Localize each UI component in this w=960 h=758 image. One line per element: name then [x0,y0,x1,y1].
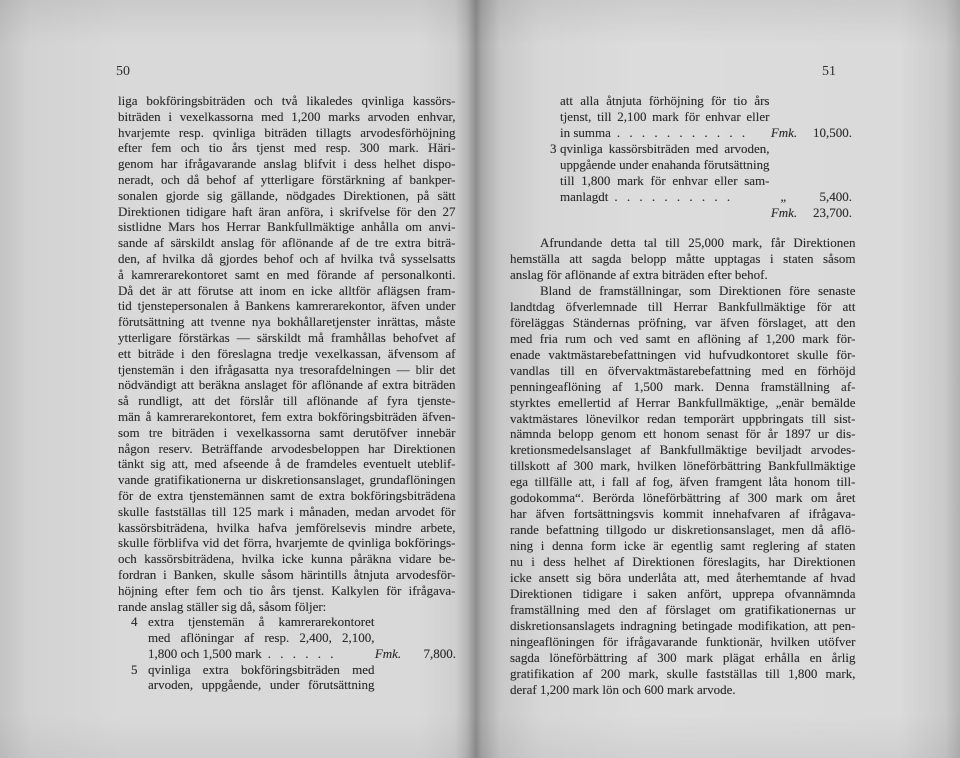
text-line [118,441,456,457]
line-text: sistlidne Mars hos Herrar Bankfullmäktige anhålla om anvi- [118,219,456,235]
line-text: den, af hvilka då gjordes behof och af hvilka två sysselsatts [118,250,456,266]
text-line [560,141,770,157]
text-line [510,283,856,299]
currency-symbol: Fmk. [770,204,798,220]
text-line [560,157,770,173]
text-line [510,618,856,634]
line-text: Afrundande detta tal till 25,000 mark, får Direktionen [540,235,856,251]
line-text: hemställa att sagda belopp måtte upptagas i staten såsom [510,250,856,266]
text-line [560,93,770,109]
line-text: till 1,800 mark för enhvar eller sam- [560,172,770,188]
line-text: uppgående under enahanda förutsättning [560,156,770,172]
amount-group [374,646,456,662]
text-line [118,267,456,283]
text-line [118,140,456,156]
text-line [510,554,856,570]
text-line [148,677,375,693]
line-text: att alla åtnjuta förhöjning för tio års [560,93,770,108]
right-page [486,0,960,758]
line-text: fordran i Banken, skulle såsom härintills åtnjuta arvodesför- [118,566,456,582]
line-text: tillskott af 300 mark, hvilken löneförbättring Bankfullmäktige [510,458,856,474]
sum-label: manlagdt [560,188,609,204]
line-text: penningeaflöning af 1,500 mark. Denna framställning af- [510,378,856,394]
text-line [118,109,456,125]
line-text: anslag för aflönande af extra biträden efter behof. [510,266,768,282]
text-line [560,173,770,189]
text-line [118,551,456,567]
line-text: liga bokföringsbiträden och två likaledes qvinliga kassörs- [118,93,456,108]
text-line [510,299,856,315]
leader-dots: . . . . . . . . . . [614,188,734,204]
line-text: ytterligare förstärkas — särskildt må framhållas behofvet af [118,329,456,345]
line-text: deraf 1,200 mark lön och 600 mark arvode. [510,681,736,697]
text-line [118,172,456,188]
list-item [118,662,456,694]
line-text: tjenstemän i den ifrågasatta nya tresorafdelningen — blir det [118,361,456,377]
text-line [560,109,770,125]
currency-symbol: Fmk. [770,124,798,140]
line-text: icke ansett sig böra underlåta att, med återhemtande af hvad [510,570,856,586]
text-line [118,204,456,220]
text-line [510,570,856,586]
page-number: 51 [822,64,836,79]
text-line [510,379,856,395]
list-item [118,614,456,661]
line-text: enade vaktmästarebefattningen vid hufvudkontoret skulle för- [510,346,856,362]
sum-label: in summa [560,124,611,140]
currency-symbol: Fmk. [374,645,402,661]
text-line [510,522,856,538]
leader-dots: . . . . . . [267,645,337,661]
text-line [510,602,856,618]
text-line [118,472,456,488]
line-text: ningeaflöningen för ifrågavarande funktionär, hvilken utöfver [510,633,856,649]
line-text: som tre biträden i vexelkassorna samt derutöfver innebär [118,424,456,440]
line-text: sagda löneförbättring af 300 mark plägat erhålla en årlig [510,649,856,665]
line-text: har äfven fortsättningsvis kommit innehafvaren af ifrågava- [510,506,856,522]
paragraphs [510,235,856,698]
line-text: landtdag öfverlemnade till Herrar Bankfullmäktige för att [510,298,856,314]
amount-group [770,189,852,205]
line-text: å kamrerarekontoret samt en med förande af personalkonti. [118,266,456,282]
text-line [510,458,856,474]
item-number: 4 [131,614,138,630]
text-line [118,504,456,520]
line-text: biträden i vexelkassorna med 1,200 marks arvoden enhvar, [118,108,456,124]
item-number: 5 [131,661,138,677]
sum-label: 1,800 och 1,500 mark [148,645,262,661]
text-line [118,377,456,393]
sum-line [560,189,852,205]
text-line [118,283,456,299]
line-text: tänkt sig att, med afseende å de framdeles eventuelt uteblif- [118,456,456,472]
text-line [118,409,456,425]
page-number: 50 [116,64,130,79]
text-line [118,251,456,267]
line-text: höjning efter fem och tio års tjenst. Kalkylen för ifrågava- [118,582,456,598]
line-text: tid tjenstepersonalen å Bankens kamrerarekontor, äfven under [118,298,456,314]
line-text: tjenst, till 2,100 mark för enhvar eller [560,108,770,124]
line-text: vaktmästares lönevilkor redan temporärt uppbringats till sist- [510,410,856,426]
amount: 23,700. [813,204,852,220]
amount-group [770,205,852,221]
line-text: styrktes emellertid af Herrar Bankfullmäktige, „enär bemälde [510,394,856,410]
total-line [510,205,856,221]
line-text: vandlas till en öfvervaktmästarebefattning med en förhöjd [510,362,856,378]
text-line [118,456,456,472]
paragraph [118,93,456,614]
text-line [510,490,856,506]
line-text: sonalen gjorde sig gällande, nödgades Direktionen, på sätt [118,187,456,203]
text-line [118,314,456,330]
text-line [510,586,856,602]
text-line [118,599,456,615]
line-text: män å kamrerarekontoret, fem extra bokföringsbiträden äfven- [118,408,456,424]
text-line [118,235,456,251]
line-text: qvinliga extra bokföringsbiträden med [148,661,375,677]
line-text: kassörsbiträdena, hvilka hafva jemförelsevis mindre arbete, [118,519,456,535]
text-line [510,682,856,698]
line-text: diskretionsanslagets indragning betingade modifikation, att pen- [510,617,856,633]
line-text: neradt, och då behof af ytterligare förstärkning af bankper- [118,171,456,187]
line-text: Direktionen tidigare haft äran anföra, i skrifvelse för den 27 [118,203,456,219]
line-text: qvinliga kassörsbiträden med arvoden, [560,140,770,156]
line-text: sande af särskildt anslag för aflönande af de tre extra biträ- [118,235,456,251]
sum-line [560,205,852,221]
text-line [510,506,856,522]
page-body [510,93,856,698]
line-text: ett biträde i den föreslagna tredje vexelkassan, äfvensom af [118,345,456,361]
text-line [118,330,456,346]
text-line [118,156,456,172]
leader-dots: . . . . . . . . . . . [616,124,749,140]
line-text: någon reserv. Beträffande arvodesbeloppen har Direktionen [118,440,456,456]
line-text: efter fem och tio års tjenst med resp. 300 mark. Häri- [118,140,456,156]
list-item [510,93,856,141]
text-line [118,93,456,109]
page-body [118,93,456,693]
amount: 10,500. [813,124,852,140]
line-text: ning i denna form icke är egentlig samt reglering af staten [510,538,856,554]
text-line [510,666,856,682]
left-page [0,0,470,758]
text-line [510,267,856,283]
line-text: gratifikation af 200 mark, skulle fastställas till 1,800 mark, [510,665,856,681]
text-line [118,488,456,504]
currency-symbol: „ [780,188,788,204]
text-line [118,346,456,362]
text-line [510,331,856,347]
list-item [510,141,856,205]
text-line [148,630,375,646]
line-text: extra tjenstemän å kamrerarekontoret [148,614,375,630]
amount: 5,400. [819,188,852,204]
line-text: föreläggas Ständernas pröfning, var äfven förslaget, att den [510,314,856,330]
line-text: och kassörsbiträdena, hvilka icke kunna påräkna vidare be- [118,551,456,567]
text-line [510,347,856,363]
item-number: 3 [550,140,557,156]
amount-group [770,125,852,141]
text-line [510,442,856,458]
text-line [148,614,375,630]
text-line [118,298,456,314]
sum-line [148,646,456,662]
line-text: med aflöningar af resp. 2,400, 2,100, [148,630,375,646]
text-line [118,520,456,536]
paragraph [510,283,856,698]
text-line [510,650,856,666]
paragraph [510,235,856,283]
line-text: nödvändigt att beräkna anslaget för aflönande af extra biträden [118,377,456,393]
line-text: skulle förblifva vid det förra, hvarjemte de qvinliga bokförings- [118,535,456,551]
line-text: nämnda belopp genom ett honom senast för år 1897 ur dis- [510,426,856,442]
text-line [118,425,456,441]
line-text: med fria rum och ved samt en aflöning af 1,200 mark för- [510,330,856,346]
line-text: Bland de framställningar, som Direktionen före senaste [540,282,856,298]
text-line [118,362,456,378]
text-line [118,535,456,551]
line-text: genom har ifrågavarande anslag blifvit i dess helhet dispo- [118,156,456,172]
line-text: förutsättning att tvenne nya bokhållaretjenster inrättas, måste [118,314,456,330]
text-line [510,251,856,267]
text-line [118,583,456,599]
line-text: arvoden, uppgående, under förutsättning [148,677,375,693]
line-text: skulle fastställas till 125 mark i månaden, medan arvodet för [118,503,456,519]
text-line [118,393,456,409]
line-text: rande befattning tillgodo ur diskretionsanslaget, men då aflö- [510,522,856,538]
text-line [118,567,456,583]
text-line [510,315,856,331]
line-text: rande anslag ställer sig då, såsom följer: [118,598,327,614]
text-line [148,662,375,678]
text-line [510,426,856,442]
line-text: kretionsmedelsanslaget af Bankfullmäktige beviljadt arvodes- [510,442,856,458]
text-line [510,363,856,379]
text-line [510,474,856,490]
amount: 7,800. [423,645,456,661]
text-line [118,219,456,235]
line-text: godokomma“. Berörda löneförbättring af 300 mark om året [510,490,856,506]
text-line [510,634,856,650]
line-text: så rundligt, att det förslår till aflönande af fyra tjenste- [118,393,456,409]
text-line [510,411,856,427]
text-line [510,235,856,251]
text-line [118,188,456,204]
text-line [118,125,456,141]
line-text: hvarjemte resp. qvinliga biträden tillagts arvodesförhöjning [118,124,456,140]
sum-line [560,125,852,141]
text-line [510,395,856,411]
line-text: ega tillfälle att, i fall af fog, äfven framgent låta honom till- [510,474,856,490]
line-text: framställning med den af förslaget om gratifikationernas ur [510,601,856,617]
line-text: för de extra tjenstemännen samt de extra bokföringsbiträdena [118,487,456,503]
line-text: vande gratifikationerna ur diskretionsanslaget, grundaflöningen [118,472,456,488]
text-line [510,538,856,554]
line-text: nu i dess helhet af Direktionen föreslagits, har Direktionen [510,554,856,570]
line-text: Direktionen tidigare i saken anfört, upprepa ofvannämnda [510,585,856,601]
line-text: Då det är att förutse att inom en icke alltför aflägsen fram- [118,282,456,298]
